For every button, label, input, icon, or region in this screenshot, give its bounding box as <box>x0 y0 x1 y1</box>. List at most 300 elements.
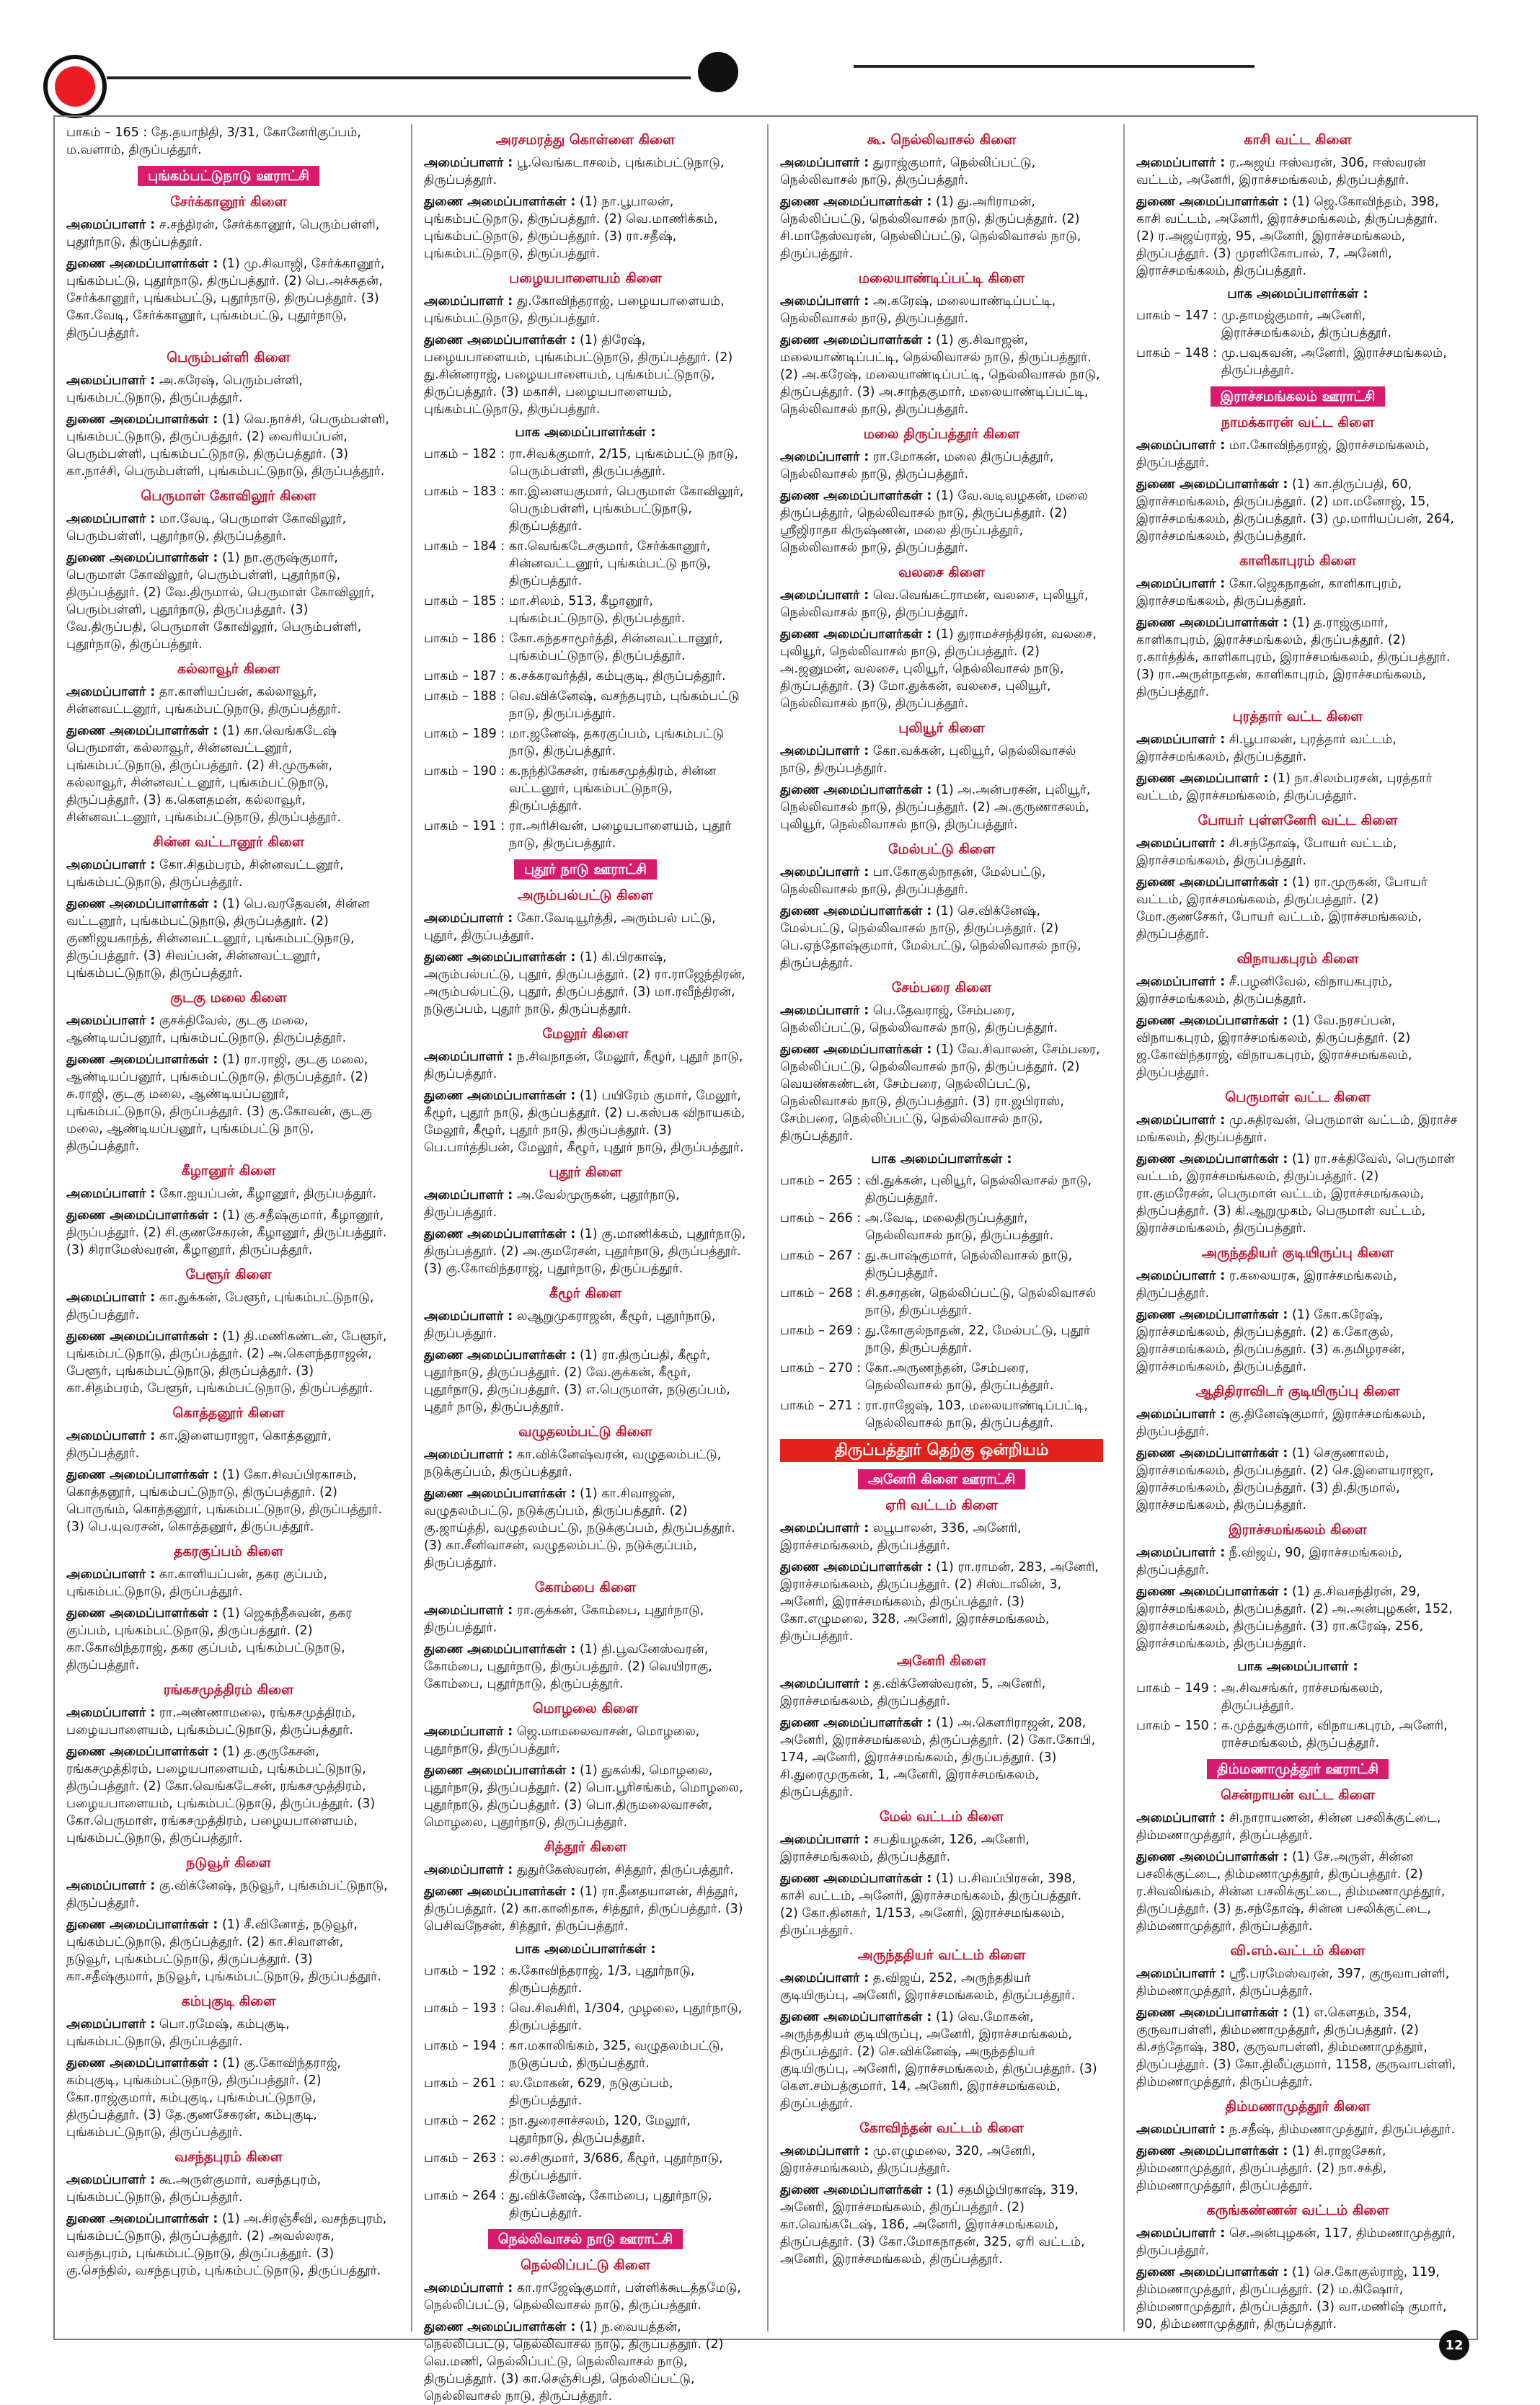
role-label: துணை அமைப்பாளர்கள் : <box>780 904 932 918</box>
role-label: துணை அமைப்பாளர்கள் : <box>780 1560 932 1574</box>
role-entry <box>66 2055 391 2141</box>
role-entry <box>424 949 747 1018</box>
role-text: கோ.ஐயப்பன், கீழானூர், திருப்பத்தூர். <box>159 1187 377 1201</box>
role-entry <box>66 2016 391 2050</box>
booth-detail: க.சக்கரவர்த்தி, கம்புகுடி, திருப்பத்தூர். <box>509 669 726 683</box>
role-label: துணை அமைப்பாளர்கள் : <box>1136 1585 1288 1599</box>
role-text: (1) தி.பூவனேஸ்வரன், கோம்பை, புதூர்நாடு, திருப்பத்தூர். (2) வெயிராகு, கோம்பை, புதூர்நாடு, திருப்பத்தூர். <box>424 1642 712 1691</box>
column-4 <box>1123 124 1466 2331</box>
branch-heading: சித்தூர் கிளை <box>544 1839 627 1855</box>
role-text: (1) ந.வையத்தன், நெல்லிப்பட்டு, நெல்லிவாசல் நாடு, திருப்பத்தூர். (2) வெ.மணி, நெல்லிப்பட்டு, நெல்லிவாசல் நாடு, திருப்பத்தூர். (3) கா.செஞ்சிபதி, நெல்லிப்பட்டு, நெல்லிவாசல் நாடு, திருப்பத்தூர். <box>424 2320 724 2404</box>
booth-entry <box>424 2187 747 2222</box>
role-label: துணை அமைப்பாளர்கள் : <box>780 195 932 209</box>
role-label: துணை அமைப்பாளர்கள் : <box>1136 875 1288 890</box>
booth-entry <box>424 668 747 685</box>
role-label: துணை அமைப்பாளர்கள் : <box>1136 1850 1288 1864</box>
panchayat-heading-box <box>424 2229 747 2249</box>
role-entry <box>1136 2121 1459 2138</box>
role-entry <box>780 1002 1103 1037</box>
role-label: அமைப்பாளர் : <box>780 744 869 758</box>
role-entry <box>780 1041 1103 1145</box>
booth-entry <box>424 688 747 722</box>
branch-heading: வி.எம்.வட்டம் கிளை <box>1230 1943 1366 1959</box>
role-text: (1) கு.மாணிக்கம், புதூர்நாடு, திருப்பத்தூர். (2) அ.குமரேசன், புதூர்நாடு, திருப்பத்தூர். (3) கு.கோவிந்தராஜ், புதூர்நாடு, திருப்பத்தூர். <box>424 1227 746 1276</box>
role-text: துராஜ்குமார், நெல்லிப்பட்டு, நெல்லிவாசல் நாடு, திருப்பத்தூர். <box>780 156 1036 187</box>
role-label: துணை அமைப்பாளர்கள் : <box>424 2320 576 2334</box>
section-subheading: பாக அமைப்பாளர்கள் : <box>515 425 656 440</box>
role-entry <box>780 1559 1103 1645</box>
role-text: (1) செ.விக்னேஷ், மேல்பட்டு, நெல்லிவாசல் நாடு, திருப்பத்தூர். (2) பெ.ஏந்தோஷ்குமார், மேல்பட்டு, நெல்லிவாசல் நாடு, திருப்பத்தூர். <box>780 904 1081 970</box>
role-text: (1) ரா.தீனதயாளன், சித்தூர், திருப்பத்தூர். (2) கா.கானிதாசு, சித்தூர், திருப்பத்தூர். (3) பெசிவநேசன், சித்தூர், திருப்பத்தூர். <box>424 1884 743 1934</box>
role-entry <box>780 781 1103 833</box>
booth-detail: கோ.அருணந்தன், சேம்பரை, நெல்லிவாசல் நாடு, திருப்பத்தூர். <box>865 1361 1054 1393</box>
branch-heading: மலை திருப்பத்தூர் கிளை <box>863 426 1020 442</box>
booth-number: பாகம் – 266 : <box>780 1211 862 1226</box>
role-entry <box>66 856 391 891</box>
role-label: துணை அமைப்பாளர்கள் : <box>66 1208 218 1223</box>
role-entry <box>780 1870 1103 1939</box>
booth-number: பாகம் – 150 : <box>1136 1719 1218 1733</box>
role-entry <box>780 864 1103 898</box>
role-entry <box>1136 2143 1459 2194</box>
role-label: அமைப்பாளர் : <box>66 1187 156 1201</box>
role-entry <box>424 1226 747 1277</box>
role-entry <box>1136 614 1459 701</box>
role-text: ஸ்ரீ.பரமேஸ்வரன், 397, குருவாபள்ளி, திம்மணாமுத்தூர், திருப்பத்தூர். <box>1136 1967 1450 1998</box>
branch-heading: மொழலை கிளை <box>532 1701 639 1717</box>
role-label: அமைப்பாளர் : <box>780 294 869 309</box>
role-entry <box>424 2280 747 2314</box>
booth-number: பாகம் – 194 : <box>424 2039 505 2053</box>
role-label: அமைப்பாளர் : <box>780 1971 869 1985</box>
role-text: (1) நா.பூபாலன், புங்கம்பட்டுநாடு, திருப்பத்தூர். (2) வெ.மாணிக்கம், புங்கம்பட்டுநாடு, திருப்பத்தூர். (3) ரா.சதீஷ், புங்கம்பட்டுநாடு, திருப்பத்தூர். <box>424 195 718 261</box>
role-text: (1) தி.மணிகண்டன், பேளூர், புங்கம்பட்டுநாடு, திருப்பத்தூர். (2) அ.கௌந்தராஜன், பேளூர், புங்கம்பட்டுநாடு, திருப்பத்தூர். (3) கா.சிதம்பரம், பேளூர், புங்கம்பட்டுநாடு, திருப்பத்தூர். <box>66 1329 387 1396</box>
branch-heading: போயர் புள்ளனேரி வட்ட கிளை <box>1198 812 1398 828</box>
branch-heading: காசி வட்ட கிளை <box>1244 132 1352 148</box>
role-entry <box>66 1185 391 1202</box>
role-label: துணை அமைப்பாளர்கள் : <box>780 1872 932 1886</box>
role-text: சி.நாராயணன், சின்ன பசலிக்குட்டை, திம்மணாமுத்தூர், திருப்பத்தூர். <box>1136 1811 1441 1843</box>
role-entry <box>780 193 1103 262</box>
role-label: துணை அமைப்பாளர்கள் : <box>66 2056 218 2070</box>
role-text: ர.கலையரசு, இராச்சமங்கலம், திருப்பத்தூர். <box>1136 1269 1397 1301</box>
booth-detail: க.நந்திகேசன், ரங்கசமுத்திரம், சின்ன வட்டனூர், புங்கம்பட்டுநாடு, திருப்பத்தூர். <box>509 764 717 813</box>
role-entry <box>780 626 1103 712</box>
branch-heading: குடகு மலை கிளை <box>170 990 287 1006</box>
panchayat-heading-label: புங்கம்பட்டுநாடு ஊராட்சி <box>138 166 319 186</box>
branch-heading: பேளூர் கிளை <box>185 1267 272 1283</box>
booth-number: பாகம் – 265 : <box>780 1174 862 1188</box>
role-entry <box>424 1762 747 1831</box>
branch-heading: சேம்பரை கிளை <box>891 980 992 996</box>
panchayat-heading-box <box>66 166 391 186</box>
role-label: துணை அமைப்பாளர்கள் : <box>424 333 576 347</box>
role-label: துணை அமைப்பாளர்கள் : <box>780 333 932 347</box>
role-label: துணை அமைப்பாளர்கள் : <box>66 2212 218 2226</box>
role-entry <box>424 332 747 418</box>
branch-heading: வசந்தபுரம் கிளை <box>174 2149 283 2165</box>
role-label: அமைப்பாளர் : <box>424 1309 513 1324</box>
panchayat-heading-box <box>1136 386 1459 407</box>
branch-heading: காளிகாபுரம் கிளை <box>1239 553 1356 569</box>
branch-heading: மலையாண்டிப்பட்டி கிளை <box>858 270 1025 286</box>
branch-heading: அருந்ததியர் வட்டம் கிளை <box>857 1947 1026 1963</box>
branch-heading: ரங்கசமுத்திரம் கிளை <box>163 1682 294 1698</box>
role-label: அமைப்பாளர் : <box>1136 1269 1226 1283</box>
role-entry <box>66 1012 391 1047</box>
role-label: அமைப்பாளர் : <box>780 2144 869 2158</box>
role-text: (1) சி.ராஜசேகர், திம்மணாமுத்தூர், திருப்பத்தூர். (2) நா.சக்தி, திம்மணாமுத்தூர், திருப்பத்தூர். <box>1136 2144 1387 2193</box>
role-label: துணை அமைப்பாளர்கள் : <box>66 551 218 565</box>
branch-heading: அருந்ததியர் குடியிருப்பு கிளை <box>1201 1245 1394 1261</box>
booth-detail: கா.வெங்கடேசகுமார், சேர்க்கானூர், சின்னவட்டனூர், புங்கம்பட்டு நாடு, திருப்பத்தூர். <box>509 539 711 588</box>
role-label: துணை அமைப்பாளர்கள் : <box>424 1884 576 1899</box>
role-text: (1) ரா.திருப்பதி, கீழூர், புதூர்நாடு, திருப்பத்தூர். (2) வே.குக்கன், கீழூர், புதூர்நாடு, திருப்பத்தூர். (3) எ.பெருமாள், நடுகுப்பம், புதூர் நாடு, திருப்பத்தூர். <box>424 1348 730 1414</box>
branch-heading: கூ. நெல்லிவாசல் கிளை <box>867 132 1017 148</box>
role-entry <box>66 1605 391 1674</box>
branch-heading: கோவிந்தன் வட்டம் கிளை <box>859 2120 1024 2136</box>
booth-entry <box>1136 345 1459 379</box>
role-entry <box>424 2318 747 2405</box>
role-text: அ.கரேஷ், பெரும்பள்ளி, புங்கம்பட்டுநாடு, திருப்பத்தூர். <box>66 373 303 405</box>
role-entry <box>1136 2225 1459 2259</box>
role-text: (1) மு.சிவாஜி, சேர்க்கானூர், புங்கம்பட்டு, புதூர்நாடு, திருப்பத்தூர். (2) பெ.அச்சுதன், சேர்க்கானூர், புங்கம்பட்டு, புதூர்நாடு, திருப்பத்தூர். (3) கோ.வேடி, சேர்க்கானூர், புங்கம்பட்டு, புதூர்நாடு, திருப்பத்தூர். <box>66 257 385 340</box>
role-text: (1) திரேஷ், பழையபாளையம், புங்கம்பட்டுநாடு, திருப்பத்தூர். (2) து.சின்னராஜ், பழையபாளையம், புங்கம்பட்டுநாடு, திருப்பத்தூர். (3) மகாசி, பழையபாளையம், புங்கம்பட்டுநாடு, திருப்பத்தூர். <box>424 333 733 417</box>
role-label: அமைப்பாளர் : <box>66 858 156 872</box>
role-label: அமைப்பாளர் : <box>66 218 156 232</box>
booth-detail: நா.துரைசாச்சலம், 120, மேலூர், புதூர்நாடு, திருப்பத்தூர். <box>509 2114 691 2145</box>
booth-number: பாகம் – 263 : <box>424 2151 505 2166</box>
role-entry <box>1136 1151 1459 1237</box>
role-entry <box>424 1446 747 1481</box>
booth-detail: கோ.கந்தசாமூர்த்தி, சின்னவட்டானூர், புங்கம்பட்டுநாடு, திருப்பத்தூர். <box>509 632 723 663</box>
role-label: அமைப்பாளர் : <box>780 450 869 464</box>
role-entry <box>1136 1267 1459 1302</box>
booth-number: பாகம் – 149 : <box>1136 1681 1218 1696</box>
role-text: கோ.சிதம்பரம், சின்னவட்டனூர், புங்கம்பட்டுநாடு, திருப்பத்தூர். <box>66 858 344 890</box>
booth-entry <box>424 446 747 480</box>
role-text: (1) துகல்கி, மொழலை, புதூர்நாடு, திருப்பத்தூர். (2) பொ.பூரிசங்கம், மொழலை, புதூர்நாடு, திருப்பத்தூர். (3) பொ.திருமலைவாசன், மொழலை, புதூர்நாடு, திருப்பத்தூர். <box>424 1763 743 1830</box>
role-text: துதுர்கேஸ்வரன், சித்தூர், திருப்பத்தூர். <box>516 1863 734 1877</box>
role-entry <box>1136 575 1459 610</box>
branch-heading: கல்லாவூர் கிளை <box>177 661 280 677</box>
booth-detail: மா.சிலம், 513, கீழானூர், புங்கம்பட்டுநாடு, திருப்பத்தூர். <box>509 594 686 626</box>
role-text: த.விஜய், 252, அருந்ததியர் குடியிருப்பு, அனேரி, இராச்சமங்கலம், திருப்பத்தூர். <box>780 1971 1076 2003</box>
role-text: (1) கி.பிரகாஷ், அரும்பல்பட்டு, புதூர், திருப்பத்தூர். (2) ரா.ராஜேந்திரன், அரும்பல்பட்டு, புதூர், திருப்பத்தூர். (3) மா.ரவீந்திரன், நடுகுப்பம், புதூர் நாடு, திருப்பத்தூர். <box>424 950 745 1017</box>
role-label: துணை அமைப்பாளர்கள் : <box>66 1745 218 1759</box>
role-label: அமைப்பாளர் : <box>1136 1407 1226 1422</box>
booth-number: பாகம் – 269 : <box>780 1324 862 1338</box>
section-subheading: பாக அமைப்பாளர்கள் : <box>871 1151 1012 1166</box>
role-text: து.கோவிந்தராஜ், பழையபாளையம், புங்கம்பட்டுநாடு, திருப்பத்தூர். <box>424 294 725 326</box>
role-label: அமைப்பாளர் : <box>1136 975 1226 989</box>
branch-heading: கொத்தனூர் கிளை <box>172 1405 285 1421</box>
role-text: (1) ரா.ராமன், 283, அனேரி, இராச்சமங்கலம், திருப்பத்தூர். (2) சிஸ்டாலின், 3, அனேரி, இராச்சமங்கலம், திருப்பத்தூர். (3) கோ.எழுமலை, 328, அனேரி, இராச்சமங்கலம், திருப்பத்தூர். <box>780 1560 1099 1644</box>
role-label: அமைப்பாளர் : <box>780 865 869 880</box>
role-text: அ.வேல்முருகன், புதூர்நாடு, திருப்பத்தூர். <box>424 1188 680 1220</box>
role-text: ரா.அண்ணாமலை, ரங்கசமுத்திரம், பழையபாளையம், புங்கம்பட்டுநாடு, திருப்பத்தூர். <box>66 1706 356 1737</box>
role-text: மா.வேடி, பெருமாள் கோவிலூர், பெரும்பள்ளி, புதூர்நாடு, திருப்பத்தூர். <box>66 512 347 544</box>
role-entry <box>1136 154 1459 189</box>
role-entry <box>1136 2004 1459 2091</box>
role-text: ந.சிவநாதன், மேலூர், கீழூர், புதூர் நாடு, திருப்பத்தூர். <box>424 1050 743 1081</box>
role-text: லஆறுமுகராஜன், கீழூர், புதூர்நாடு, திருப்பத்தூர். <box>424 1309 716 1341</box>
branch-heading: மேலூர் கிளை <box>542 1026 629 1042</box>
role-entry <box>780 2008 1103 2112</box>
role-label: அமைப்பாளர் : <box>1136 2122 1226 2137</box>
role-text: (1) வெ.நாச்சி, பெரும்பள்ளி, புங்கம்பட்டுநாடு, திருப்பத்தூர். (2) வைரியப்பன், பெரும்பள்ளி, புங்கம்பட்டுநாடு, திருப்பத்தூர். (3) கா.நாச்சி, பெரும்பள்ளி, புங்கம்பட்டுநாடு, திருப்பத்தூர். <box>66 412 389 479</box>
role-text: (1) ப.சிவப்பிரசன், 398, காசி வட்டம், அனேரி, இராச்சமங்கலம், திருப்பத்தூர். (2) கோ.தினகர், 1/153, அனேரி, இராச்சமங்கலம், திருப்பத்தூர். <box>780 1872 1082 1938</box>
booth-detail: து.கோகுல்நாதன், 22, மேல்பட்டு, புதூர் நாடு, திருப்பத்தூர். <box>865 1324 1091 1355</box>
role-label: அமைப்பாளர் : <box>1136 732 1226 747</box>
booth-entry <box>780 1247 1103 1282</box>
booth-entry <box>780 1172 1103 1207</box>
branch-heading: கருங்கண்ணன் வட்டம் கிளை <box>1206 2202 1389 2218</box>
role-label: அமைப்பாளர் : <box>424 1603 513 1618</box>
role-entry <box>424 1723 747 1758</box>
booth-number: பாகம் – 193 : <box>424 2001 505 2016</box>
role-entry <box>780 2182 1103 2268</box>
role-text: (1) கோ.கரேஷ், இராச்சமங்கலம், திருப்பத்தூர். (2) க.கோகுல், இராச்சமங்கலம், திருப்பத்தூர். (3) சு.தமிழரசன், இராச்சமங்கலம், திருப்பத்தூர். <box>1136 1308 1405 1374</box>
role-label: துணை அமைப்பாளர்கள் : <box>1136 195 1288 209</box>
role-text: கோ.ஜெகநாதன், காளிகாபுரம், இராச்சமங்கலம், திருப்பத்தூர். <box>1136 577 1402 608</box>
branch-heading: சேர்க்கானூர் கிளை <box>170 194 287 210</box>
role-label: அமைப்பாளர் : <box>66 685 156 699</box>
role-entry <box>66 722 391 826</box>
role-label: அமைப்பாளர் : <box>66 1014 156 1028</box>
role-text: கு.விக்னேஷ், நடுவூர், புங்கம்பட்டுநாடு, திருப்பத்தூர். <box>66 1879 388 1910</box>
role-entry <box>1136 1544 1459 1579</box>
role-label: துணை அமைப்பாளர்கள் : <box>424 195 576 209</box>
booth-entry <box>424 2112 747 2147</box>
booth-entry <box>424 2000 747 2034</box>
role-label: துணை அமைப்பாளர்கள் : <box>66 1468 218 1482</box>
role-label: அமைப்பாளர் : <box>780 1521 869 1536</box>
role-entry <box>1136 1965 1459 2000</box>
role-text: (1) து.அரிராமன், நெல்லிப்பட்டு, நெல்லிவாசல் நாடு, திருப்பத்தூர். (2) சி.மாதேஸ்வரன், நெல்லிப்பட்டு, நெல்லிவாசல் நாடு, திருப்பத்தூர். <box>780 195 1081 261</box>
role-label: அமைப்பாளர் : <box>1136 438 1226 453</box>
role-label: துணை அமைப்பாளர்கள் : <box>424 1227 576 1241</box>
role-label: அமைப்பாளர் : <box>780 1004 869 1018</box>
booth-entry <box>780 1397 1103 1432</box>
role-text: (1) பயிரேம் குமார், மேலூர், கீழூர், புதூர் நாடு, திருப்பத்தூர். (2) ப.கஸ்பக விநாயகம், மேலூர், கீழூர், புதூர் நாடு, திருப்பத்தூர். (3) பெ.பார்த்திபன், மேலூர், கீழூர், புதூர் நாடு, திருப்பத்தூர். <box>424 1089 745 1155</box>
booth-entry <box>424 593 747 627</box>
role-text: ஜெ.மாமலைவாசன், மொழலை, புதூர்நாடு, திருப்பத்தூர். <box>424 1724 700 1756</box>
booth-detail: வெ.விக்னேஷ், வசந்தபுரம், புங்கம்பட்டு நாடு, திருப்பத்தூர். <box>509 689 740 721</box>
role-label: அமைப்பாளர் : <box>1136 1967 1226 1981</box>
booth-detail: ல.சசிகுமார், 3/686, கீழூர், புதூர்நாடு, திருப்பத்தூர். <box>509 2151 723 2183</box>
role-entry <box>1136 1848 1459 1935</box>
booth-entry <box>1136 1680 1459 1714</box>
branch-heading: நடுவூர் கிளை <box>186 1855 271 1871</box>
role-entry <box>1136 1445 1459 1514</box>
role-entry <box>1136 1112 1459 1146</box>
role-entry <box>66 216 391 251</box>
role-text: ந.சதீஷ், திம்மணாமுத்தூர், திருப்பத்தூர். <box>1229 2122 1456 2137</box>
branch-heading: பழையபாளையம் கிளை <box>509 270 662 286</box>
booth-number: பாகம் – 183 : <box>424 484 505 499</box>
role-text: ர.அஜய் ஈஸ்வரன், 306, ஈஸ்வரன் வட்டம், அனேரி, இராச்சமங்கலம், திருப்பத்தூர். <box>1136 156 1426 187</box>
booth-detail: ரா.ராஜேஷ், 103, மலையாண்டிப்பட்டி, நெல்லிவாசல் நாடு, திருப்பத்தூர். <box>865 1399 1089 1430</box>
branch-heading: கீழானூர் கிளை <box>181 1163 276 1179</box>
role-entry <box>66 372 391 407</box>
role-entry <box>780 903 1103 972</box>
branch-heading: நாமக்காரன் வட்ட கிளை <box>1221 415 1375 430</box>
role-text: குசக்திவேல், குடகு மலை, ஆண்டியப்பனூர், புங்கம்பட்டுநாடு, திருப்பத்தூர். <box>66 1014 347 1045</box>
role-entry <box>424 1187 747 1221</box>
role-text: (1) கு.கோவிந்தராஜ், கம்புகுடி, புங்கம்பட்டுநாடு, திருப்பத்தூர். (2) கோ.ராஜ்குமார், கம்புகுடி, புங்கம்பட்டுநாடு, திருப்பத்தூர். (3) தே.குணசேகரன், கம்புகுடி, புங்கம்பட்டுநாடு, திருப்பத்தூர். <box>66 2056 341 2140</box>
role-text: (1) எ.கௌதம், 354, குருவாபள்ளி, திம்மணாமுத்தூர், திருப்பத்தூர். (2) கி.சந்தோஷ், 380, குருவாபள்ளி, திம்மணாமுத்தூர், திருப்பத்தூர். (3) கோ.திலீப்குமார், 1158, குருவாபள்ளி, திம்மணாமுத்தூர், திருப்பத்தூர். <box>1136 2006 1456 2089</box>
role-label: துணை அமைப்பாளர்கள் : <box>424 1487 576 1501</box>
booth-detail: கா.மகாலிங்கம், 325, வழுதலம்பட்டு, நடுகுப்பம், திருப்பத்தூர். <box>509 2039 724 2070</box>
role-entry <box>424 1602 747 1636</box>
role-text: த.விக்னேஸ்வரன், 5, அனேரி, இராச்சமங்கலம், திருப்பத்தூர். <box>780 1677 1046 1709</box>
role-label: துணை அமைப்பாளர்கள் : <box>66 1053 218 1067</box>
booth-entry <box>424 725 747 760</box>
branch-heading: கம்புகுடி கிளை <box>181 1993 276 2009</box>
role-text: கோ.வேடியூர்த்தி, அரும்பல் பட்டு, புதூர், திருப்பத்தூர். <box>424 911 716 943</box>
article-page <box>53 115 1478 2404</box>
role-text: மு.எழுமலை, 320, அனேரி, இராச்சமங்கலம், திருப்பத்தூர். <box>780 2144 1036 2176</box>
role-label: அமைப்பாளர் : <box>1136 577 1226 591</box>
role-label: அமைப்பாளர் : <box>66 1290 156 1305</box>
role-label: துணை அமைப்பாளர்கள் : <box>1136 2265 1288 2280</box>
role-label: அமைப்பாளர் : <box>424 1448 513 1462</box>
role-entry <box>66 255 391 342</box>
role-label: அமைப்பாளர் : <box>780 156 869 170</box>
role-label: துணை அமைப்பாளர்கள் : <box>66 724 218 738</box>
role-label: அமைப்பாளர் : <box>66 1706 156 1720</box>
role-entry <box>66 1566 391 1600</box>
role-label: அமைப்பாளர் : <box>66 1879 156 1893</box>
booth-detail: மு.பவுகவன், அனேரி, இராச்சமங்கலம், திருப்பத்தூர். <box>1221 346 1447 378</box>
role-label: துணை அமைப்பாளர்கள் : <box>1136 2144 1288 2158</box>
branch-heading: புலியூர் கிளை <box>898 720 985 736</box>
role-text: (1) கா.வெங்கடேஷ் பெருமாள், கல்லாவூர், சின்னவட்டனூர், புங்கம்பட்டுநாடு, திருப்பத்தூர். (2) சி.முருகன், கல்லாவூர், சின்னவட்டனூர், புங்கம்பட்டுநாடு, திருப்பத்தூர். (3) க.கௌதமன், கல்லாவூர், சின்னவட்டனூர், புங்கம்பட்டுநாடு, திருப்பத்தூர். <box>66 724 342 825</box>
role-entry <box>66 683 391 718</box>
role-entry <box>424 1485 747 1572</box>
role-text: (1) த.ராஜ்குமார், காளிகாபுரம், இராச்சமங்கலம், திருப்பத்தூர். (2) ர.கார்த்திக், காளிகாபுரம், இராச்சமங்கலம், திருப்பத்தூர். (3) ரா.அருள்நாதன், காளிகாபுரம், இராச்சமங்கலம், திருப்பத்தூர். <box>1136 616 1451 699</box>
booth-detail: ரா.அரிசிவன், பழையபாளையம், புதூர் நாடு, திருப்பத்தூர். <box>509 819 732 851</box>
role-label: அமைப்பாளர் : <box>66 373 156 388</box>
role-label: துணை அமைப்பாளர்கள் : <box>66 257 218 271</box>
booth-entry <box>424 630 747 665</box>
role-label: துணை அமைப்பாளர்கள் : <box>780 2183 932 2197</box>
booth-number: பாகம் – 271 : <box>780 1399 862 1413</box>
branch-heading: புரத்தார் வட்ட கிளை <box>1232 709 1363 725</box>
branch-heading: அரும்பல்பட்டு கிளை <box>518 887 653 903</box>
role-label: அமைப்பாளர் : <box>780 588 869 603</box>
role-text: சி.சந்தோஷ், போயர் வட்டம், இராச்சமங்கலம், திருப்பத்தூர். <box>1136 836 1397 868</box>
role-text: நீ.விஜய், 90, இராச்சமங்கலம், திருப்பத்தூர். <box>1136 1546 1403 1577</box>
role-label: துணை அமைப்பாளர் : <box>1136 771 1269 786</box>
role-entry <box>424 1347 747 1416</box>
role-entry <box>1136 2264 1459 2333</box>
role-text: (1) வே.நரசப்பன், விநாயகபுரம், இராச்சமங்கலம், திருப்பத்தூர். (2) ஜ.கோவிந்தராஜ், விநாயகபுரம், இராச்சமங்கலம், திருப்பத்தூர். <box>1136 1014 1412 1080</box>
role-text: (1) ஜெகந்தீசுவன், தகர குப்பம், புங்கம்பட்டுநாடு, திருப்பத்தூர். (2) கா.கோவிந்தராஜ், தகர குப்பம், புங்கம்பட்டுநாடு, திருப்பத்தூர். <box>66 1606 353 1673</box>
header-rule-left <box>107 76 691 79</box>
role-text: (1) கா.சிவாஜன், வழுதலம்பட்டு, நடுக்குப்பம், திருப்பத்தூர். (2) கு.ஜாய்த்தி, வழுதலம்பட்டு, நடுக்குப்பம், திருப்பத்தூர். (3) கா.சீனிவாசன், வழுதலம்பட்டு, நடுக்குப்பம், திருப்பத்தூர். <box>424 1487 735 1570</box>
booth-detail: க.முத்துக்குமார், விநாயகபுரம், அனேரி, ராச்சமங்கலம், திருப்பத்தூர். <box>1221 1719 1448 1750</box>
role-text: (1) ரா.ராஜி, குடகு மலை, ஆண்டியப்பனூர், புங்கம்பட்டுநாடு, திருப்பத்தூர். (2) சு.ராஜி, குடகு மலை, ஆண்டியப்பனூர், புங்கம்பட்டுநாடு, திருப்பத்தூர். (3) கு.கோவன், குடகு மலை, ஆண்டியப்பனூர், புங்கம்பட்டு நாடு, திருப்பத்தூர். <box>66 1053 372 1153</box>
role-entry <box>780 743 1103 777</box>
booth-number: பாகம் – 185 : <box>424 594 505 608</box>
section-subheading: பாக அமைப்பாளர் : <box>1237 1659 1358 1674</box>
role-text: (1) த.சிவசந்திரன், 29, இராச்சமங்கலம், திருப்பத்தூர். (2) அ.அன்புழகன், 152, இராச்சமங்கலம், திருப்பத்தூர். (3) ரா.கரேஷ், 256, இராச்சமங்கலம், திருப்பத்தூர். <box>1136 1585 1453 1651</box>
role-label: துணை அமைப்பாளர்கள் : <box>1136 1308 1288 1322</box>
role-entry <box>780 1714 1103 1801</box>
role-entry <box>1136 1012 1459 1081</box>
column-1 <box>55 124 398 2331</box>
role-label: துணை அமைப்பாளர்கள் : <box>1136 1014 1288 1028</box>
role-text: (1) சே.அருள், சின்ன பசலிக்குட்டை, திம்மணாமுத்தூர், திருப்பத்தூர். (2) ர.சிவலிங்கம், சின்ன பசலிக்குட்டை, திம்மணாமுத்தூர், திருப்பத்தூர். (3) த.சந்தோஷ், சின்ன பசலிக்குட்டை, திம்மணாமுத்தூர், திருப்பத்தூர். <box>1136 1850 1446 1934</box>
branch-heading: கீழூர் கிளை <box>549 1285 622 1301</box>
role-text: (1) கு.சிவாஜன், மலையாண்டிப்பட்டி, நெல்லிவாசல் நாடு, திருப்பத்தூர். (2) அ.கரேஷ், மலையாண்டிப்பட்டி, நெல்லிவாசல் நாடு, திருப்பத்தூர். (3) அ.சாந்தகுமார், மலையாண்டிப்பட்டி, நெல்லிவாசல் நாடு, திருப்பத்தூர். <box>780 333 1100 417</box>
branch-heading: அரசமரத்து கொள்ளை கிளை <box>495 132 676 148</box>
role-text: மு.சுதிரவன், பெருமாள் வட்டம், இராச்ச மங்கலம், திருப்பத்தூர். <box>1136 1113 1458 1145</box>
branch-heading: பெருமாள் வட்ட கிளை <box>1225 1089 1371 1105</box>
role-text: சீ.பழனிவேல், விநாயகபுரம், இராச்சமங்கலம், திருப்பத்தூர். <box>1136 975 1393 1006</box>
role-text: கா.ராஜேஷ்குமார், பள்ளிக்கூடத்தமேடு, நெல்லிப்பட்டு, நெல்லிவாசல் நாடு, திருப்பத்தூர். <box>424 2281 741 2313</box>
role-label: துணை அமைப்பாளர்கள் : <box>1136 1446 1288 1461</box>
role-label: அமைப்பாளர் : <box>424 1863 513 1877</box>
role-entry <box>66 1466 391 1536</box>
role-label: துணை அமைப்பாளர்கள் : <box>1136 1152 1288 1166</box>
role-entry <box>424 1308 747 1342</box>
booth-detail: கா.இளையகுமார், பெருமாள் கோவிலூர், பெரும்பள்ளி, புங்கம்பட்டுநாடு, திருப்பத்தூர். <box>509 484 744 533</box>
booth-entry <box>780 1210 1103 1244</box>
page-number: 12 <box>1439 2330 1469 2360</box>
role-label: அமைப்பாளர் : <box>780 1677 869 1691</box>
role-entry <box>66 2210 391 2280</box>
role-entry <box>1136 770 1459 805</box>
panchayat-heading-label: நெல்லிவாசல் நாடு ஊராட்சி <box>488 2229 683 2249</box>
paragraph: பாகம் – 165 : தே.தயாநிதி, 3/31, கோனேரிகுப்பம், ம.வளாம், திருப்பத்தூர். <box>66 125 361 157</box>
section-subheading: பாக அமைப்பாளர்கள் : <box>515 1941 656 1957</box>
section-subheading: பாக அமைப்பாளர்கள் : <box>1227 286 1368 301</box>
role-label: அமைப்பாளர் : <box>424 2281 513 2295</box>
role-text: (1) துராமச்சந்திரன், வலசை, புலியூர், நெல்லிவாசல் நாடு, திருப்பத்தூர். (2) அ.ஜனுமன், வலசை, புலியூர், நெல்லிவாசல் நாடு, திருப்பத்தூர். (3) மோ.துக்கன், வலசை, புலியூர், நெல்லிவாசல் நாடு, திருப்பத்தூர். <box>780 627 1097 711</box>
role-entry <box>780 1970 1103 2004</box>
branch-heading: திம்மணாமுத்தூர் கிளை <box>1225 2099 1371 2114</box>
booth-number: பாகம் – 186 : <box>424 632 505 646</box>
role-text: மா.கோவிந்தராஜ், இராச்சமங்கலம், திருப்பத்தூர். <box>1136 438 1430 470</box>
role-entry <box>424 1087 747 1156</box>
role-entry <box>424 1883 747 1935</box>
role-text: கு.தினேஷ்குமார், இராச்சமங்கலம், திருப்பத்தூர். <box>1136 1407 1426 1439</box>
role-entry <box>66 1289 391 1324</box>
role-label: அமைப்பாளர் : <box>1136 156 1226 170</box>
booth-detail: மா.ஜனேஷ், தகரகுப்பம், புங்கம்பட்டு நாடு, திருப்பத்தூர். <box>509 727 725 758</box>
booth-detail: அ.வேடி, மலைதிருப்பத்தூர், நெல்லிவாசல் நாடு, திருப்பத்தூர். <box>865 1211 1054 1243</box>
role-entry <box>424 1861 747 1879</box>
role-entry <box>66 1051 391 1155</box>
role-text: பூ.வெங்கடாசலம், புங்கம்பட்டுநாடு, திருப்பத்தூர். <box>424 156 725 187</box>
booth-entry <box>424 483 747 535</box>
role-entry <box>424 193 747 262</box>
branch-heading: தகரகுப்பம் கிளை <box>174 1543 283 1559</box>
role-text: தா.காளியப்பன், கல்லாவூர், சின்னவட்டனூர், புங்கம்பட்டுநாடு, திருப்பத்தூர். <box>66 685 342 717</box>
role-label: அமைப்பாளர் : <box>1136 1113 1226 1128</box>
branch-heading: ஆதிதிராவிடர் குடியிருப்பு கிளை <box>1195 1383 1400 1399</box>
role-label: துணை அமைப்பாளர்கள் : <box>424 1763 576 1778</box>
booth-detail: சி.தசரதன், நெல்லிப்பட்டு, நெல்லிவாசல் நாடு, திருப்பத்தூர். <box>865 1286 1097 1318</box>
role-label: துணை அமைப்பாளர்கள் : <box>66 412 218 427</box>
role-text: அ.கரேஷ், மலையாண்டிப்பட்டி, நெல்லிவாசல் நாடு, திருப்பத்தூர். <box>780 294 1056 326</box>
role-label: அமைப்பாளர் : <box>424 156 513 170</box>
role-entry <box>424 293 747 327</box>
booth-detail: க.கோவிந்தராஜ், 1/3, புதூர்நாடு, திருப்பத்தூர். <box>509 1964 695 1996</box>
